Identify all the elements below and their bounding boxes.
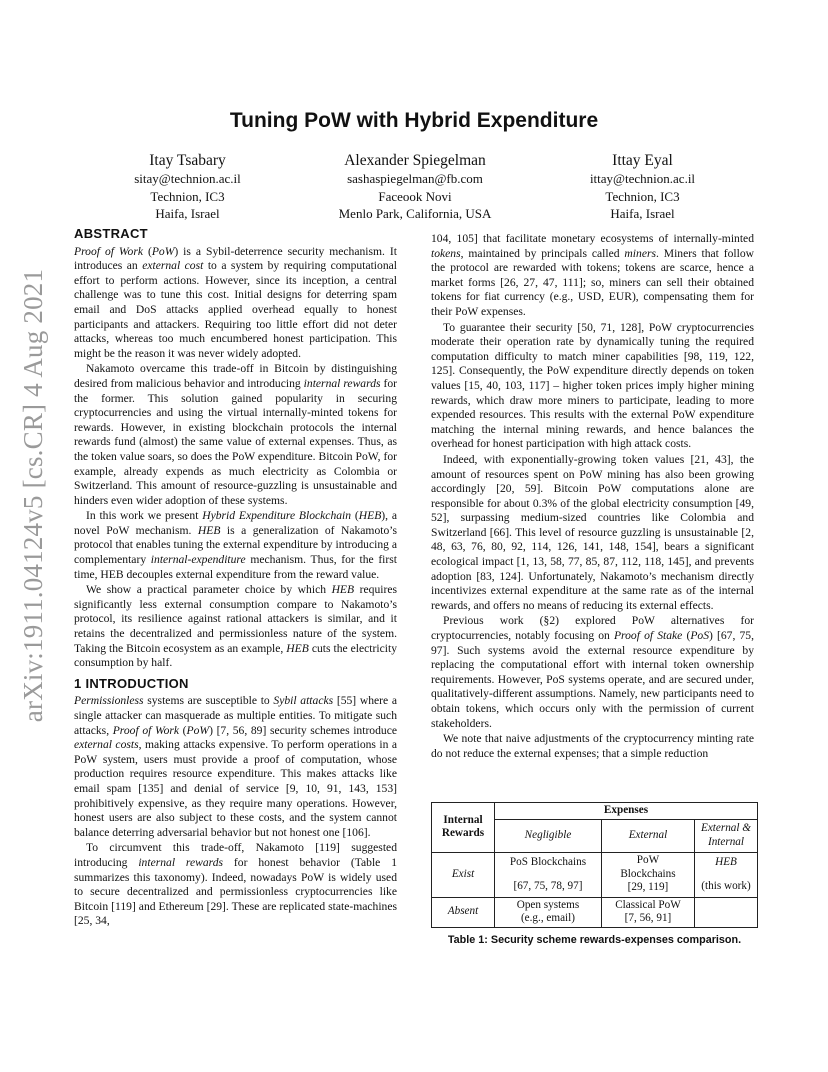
body-paragraph: To guarantee their security [50, 71, 128], PoW cryptocurrencies moderate their operation rate by dynamically tuning the required computation difficulty to match miner capabilities [98, 119, 122, 125]. Consequently, the PoW expenditure directly depends on token values [15, 40, 103, 117] – higher token prices imply higher mining rewards, which draw more miners to participate, leading to more expended resources. This results with the external PoW expenditure matching the internal mining rewards, and hence balances the overhead for honest participation with high attack costs.: [431, 320, 754, 451]
table-col-negligible: Negligible: [495, 819, 602, 852]
author-3: [529, 151, 756, 223]
author-name: Alexander Spiegelman: [344, 152, 486, 169]
author-block: [74, 151, 756, 223]
author-email: sitay@technion.ac.il: [134, 171, 241, 186]
body-paragraph: To circumvent this trade-off, Nakamoto [119] suggested introducing internal rewards for honest behavior (Table 1 summarizes this taxonomy). Indeed, nowadays PoW is widely used to secure decentralized and permissionless cryptocurrencies like Bitcoin [119] and Ethereum [29]. These are replicated state-machines [25, 34,: [74, 841, 397, 928]
table-row-absent: Absent: [432, 897, 495, 927]
table-col-external-internal: External & Internal: [695, 819, 758, 852]
paper-title: Tuning PoW with Hybrid Expenditure: [229, 109, 599, 132]
abstract-heading: ABSTRACT: [74, 226, 148, 241]
author-name: Itay Tsabary: [149, 152, 226, 169]
comparison-table: [431, 802, 758, 928]
abstract-paragraph: Proof of Work (PoW) is a Sybil-deterrence security mechanism. It introduces an external cost to a system by requiring computational effort to perform actions. However, since its inception, a central challenge was to tune this cost. Initial designs for deterring spam email and DoS attacks applied overhead equally to honest participants and attackers. Requiring too little effort did not deter attacks, whereas too much encumbered honest participation. This might be the reason it was never widely adopted.: [74, 244, 397, 360]
abstract-paragraph: Nakamoto overcame this trade-off in Bitcoin by distinguishing desired from malicious behavior and introducing internal rewards for the former. This solution gained popularity in securing cryptocurrencies and using the virtual internally-minted tokens for rewards. However, in existing blockchain protocols the internal rewards fund (almost) the same value of external expenses. Thus, as the token value soars, so does the PoW expenditure. Bitcoin PoW, for example, already expends as much electricity as Colombia or Switzerland. This amount of resource-guzzling is unsustainable and hinders even wider adoption of these systems.: [74, 362, 397, 507]
table-cell-empty: [695, 897, 758, 927]
author-1: [74, 151, 301, 223]
author-org: Technion, IC3: [605, 188, 680, 204]
abstract-paragraph: In this work we present Hybrid Expenditure Blockchain (HEB), a novel PoW mechanism. HEB is a generalization of Nakamoto’s protocol that enables tuning the external expenditure by introducing a complementary internal-expenditure mechanism. Thus, for the first time, HEB decouples external expenditure from the reward value.: [74, 509, 397, 581]
arxiv-identifier-stamp: [14, 250, 54, 740]
body-paragraph: Indeed, with exponentially-growing token values [21, 43], the amount of resources spent on PoW mining has also been growing accordingly [20, 59]. Bitcoin PoW computations alone are responsible for about 0.3% of the global electricity consumption [49, 52], surpassing medium-sized countries like Colombia and Switzerland [66]. This level of resource guzzling is unsustainable [2, 48, 63, 76, 80, 92, 114, 126, 141, 148, 154], bears a significant ecological impact [1, 13, 58, 77, 85, 87, 112, 118, 145], and prevents adoption [83, 124]. Unfortunately, Nakamoto’s mechanism directly incentivizes external expenditure at the same rate as of the internal rewards, and offers no means of reducing its external effects.: [431, 452, 754, 612]
table-cell: HEB (this work): [695, 852, 758, 897]
body-paragraph: Previous work (§2) explored PoW alternatives for cryptocurrencies, notably focusing on Proof of Stake (PoS) [67, 75, 97]. Such systems avoid the external resource expenditure by replacing the computational effort with internal token ownership requirements. However, PoS systems operate, and are secured under, qualitatively-different assumptions. Namely, new participants need to obtain tokens, which occurs only with the permission of current stakeholders.: [431, 614, 754, 730]
table-cell: PoS Blockchains [67, 75, 78, 97]: [495, 852, 602, 897]
table-cell: Classical PoW [7, 56, 91]: [601, 897, 694, 927]
body-paragraph: We note that naive adjustments of the cryptocurrency minting rate do not reduce the external expenses; that a simple reduction: [431, 732, 754, 760]
author-location: Menlo Park, California, USA: [338, 206, 492, 221]
abstract-paragraph: We show a practical parameter choice by which HEB requires significantly less external consumption compare to Nakamoto’s protocol, its resilience against rational attackers is similar, and it retains the decentralized and permissionless nature of the system. Taking the Bitcoin ecosystem as an example, HEB cuts the electricity consumption by half.: [74, 583, 397, 670]
body-paragraph: Permissionless systems are susceptible to Sybil attacks [55] where a single attacker can masquerade as multiple entities. To mitigate such attacks, Proof of Work (PoW) [7, 56, 89] security schemes introduce external costs, making attacks expensive. To perform operations in a PoW system, users must provide a proof of computation, whose production requires resource expenditure. This makes attacks like email spam [135] and denial of service [9, 10, 91, 143, 153] prohibitively expensive, as they require many operations. However, honest users are also subject to these costs, and the system cannot balance deterring adversarial behavior but not honest one [106].: [74, 694, 397, 839]
author-2: [302, 151, 529, 223]
author-org: Faceook Novi: [378, 188, 452, 204]
table-cell: Open systems (e.g., email): [495, 897, 602, 927]
author-name: Ittay Eyal: [612, 152, 673, 169]
body-paragraph: 104, 105] that facilitate monetary ecosystems of internally-minted tokens, maintained by principals called miners. Miners that follow the protocol are rewarded with tokens; tokens are scarce, hence a market forms [26, 27, 47, 111]; so, miners can sell their obtained tokens for fiat currency (e.g., USD, EUR), compensating them for their PoW expenses.: [431, 232, 755, 318]
author-location: Haifa, Israel: [155, 206, 220, 221]
table-caption: Table 1: Security scheme rewards-expenses comparison.: [447, 933, 742, 946]
table-header-expenses: Expenses: [495, 803, 758, 820]
table-col-external: External: [601, 819, 694, 852]
author-email: ittay@technion.ac.il: [589, 171, 696, 186]
table-row-exist: Exist: [432, 852, 495, 897]
left-column: [74, 227, 397, 930]
arxiv-identifier-text: arXiv:1911.04124v5 [cs.CR] 4 Aug 2021: [18, 268, 49, 722]
introduction-heading: 1 INTRODUCTION: [74, 675, 189, 691]
right-column: [431, 232, 754, 762]
author-email: sashaspiegelman@fb.com: [347, 171, 483, 186]
author-org: Technion, IC3: [150, 188, 225, 204]
table-header-rewards: Internal Rewards: [432, 803, 495, 853]
author-location: Haifa, Israel: [610, 206, 675, 221]
table-cell: PoW Blockchains [29, 119]: [601, 852, 694, 897]
comparison-table-figure: [431, 802, 758, 946]
